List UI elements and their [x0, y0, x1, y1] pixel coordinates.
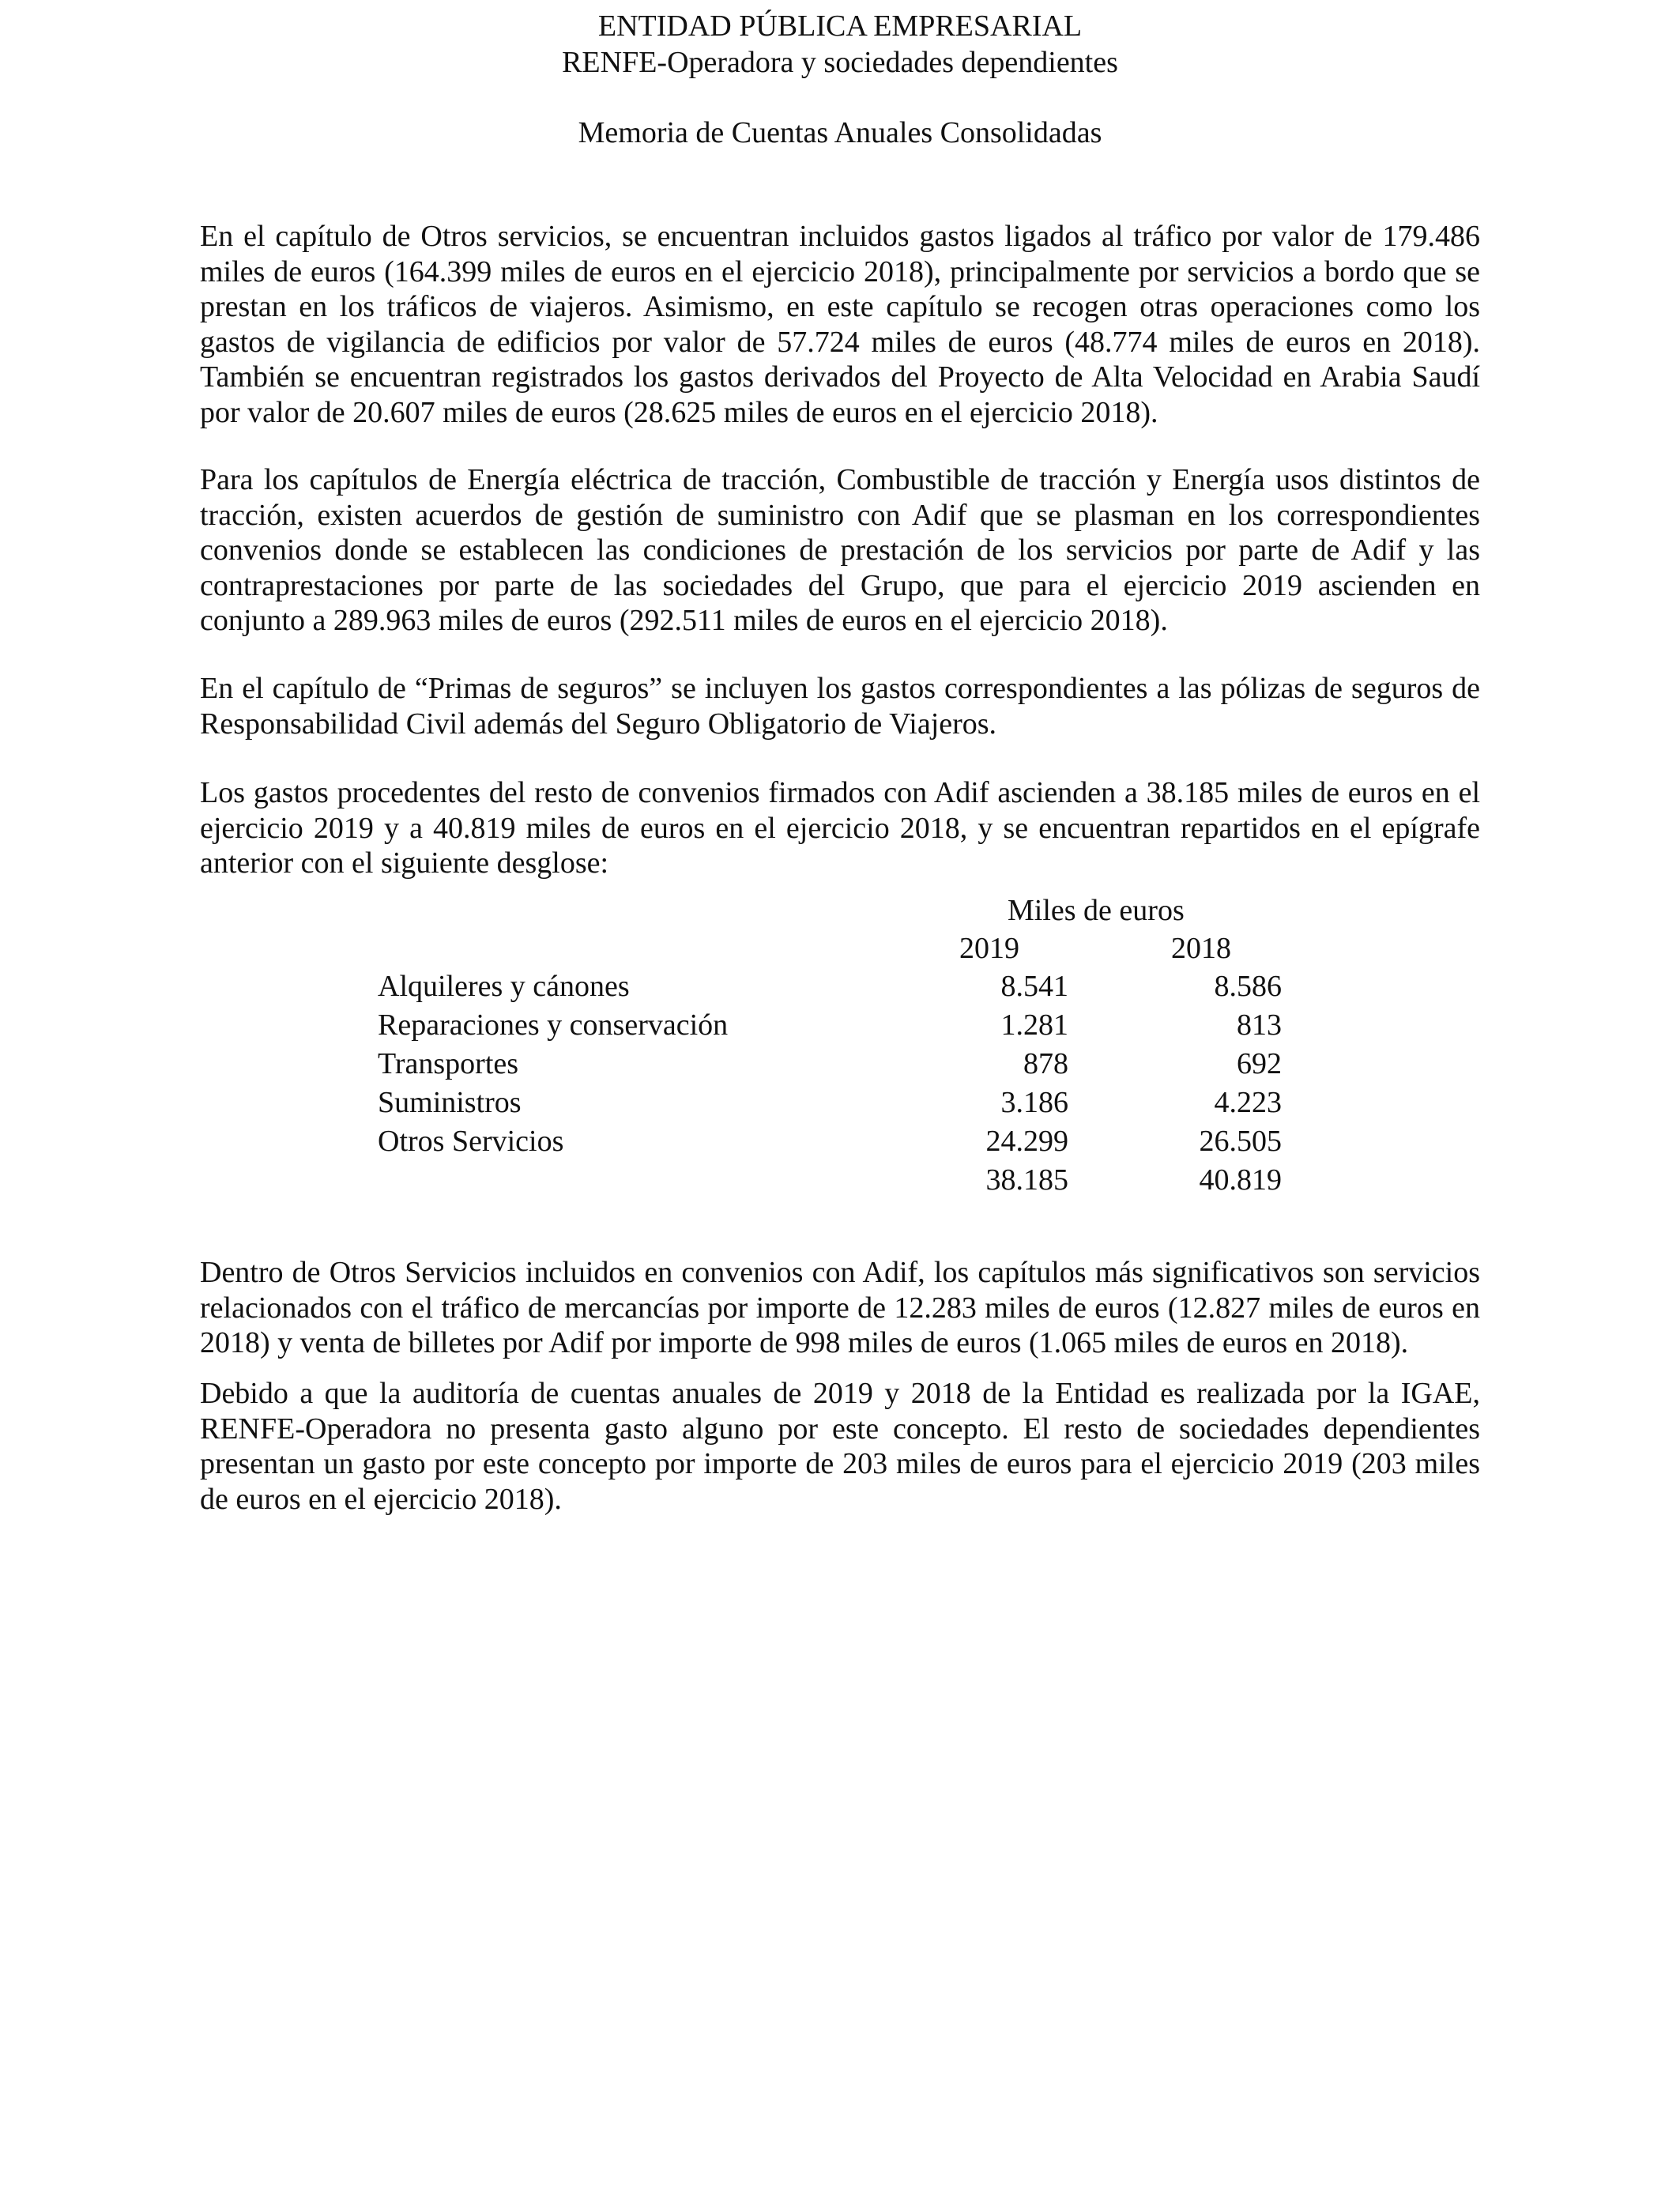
document-header	[0, 8, 1680, 81]
entity-title: ENTIDAD PÚBLICA EMPRESARIAL	[597, 9, 1083, 43]
total-2018: 40.819	[1199, 1163, 1282, 1197]
row-label: Reparaciones y conservación	[378, 1008, 729, 1042]
column-2019-header: 2019	[959, 932, 1019, 965]
paragraph-otros-servicios: En el capítulo de Otros servicios, se encuentran incluidos gastos ligados al tráfico por valor de 179.486 miles de euros (164.399 miles de euros en el ejercicio 2018), principalmente por servicios a bordo que se prestan en los tráficos de viajeros. Asimismo, en este capítulo se recogen otras operaciones como los gastos de vigilancia de edificios por valor de 57.724 miles de euros (48.774 miles de euros en 2018). También se encuentran registrados los gastos derivados del Proyecto de Alta Velocidad en Arabia Saudí por valor de 20.607 miles de euros (28.625 miles de euros en el ejercicio 2018).	[200, 220, 1480, 429]
column-2018-header: 2018	[1171, 932, 1231, 965]
value-2019: 24.299	[985, 1125, 1068, 1158]
entity-subtitle: RENFE-Operadora y sociedades dependientes	[562, 46, 1118, 79]
value-2019: 3.186	[1000, 1086, 1068, 1119]
table-body	[378, 969, 1326, 1201]
table-total-row	[378, 1163, 1326, 1201]
row-label: Otros Servicios	[378, 1125, 564, 1158]
value-2019: 1.281	[1000, 1008, 1068, 1042]
value-2018: 4.223	[1214, 1086, 1282, 1119]
report-title: Memoria de Cuentas Anuales Consolidadas	[578, 116, 1102, 149]
table-row	[378, 1124, 1326, 1163]
paragraph-energia: Para los capítulos de Energía eléctrica de tracción, Combustible de tracción y Energía usos distintos de tracción, existen acuerdos de gestión de suministro con Adif que se plasman en los correspondientes convenios donde se establecen las condiciones de prestación de los servicios por parte de Adif y las contraprestaciones por parte de las sociedades del Grupo, que para el ejercicio 2019 ascienden en conjunto a 289.963 miles de euros (292.511 miles de euros en el ejercicio 2018).	[200, 463, 1480, 637]
value-2018: 813	[1237, 1008, 1282, 1042]
paragraph-convenios-adif: Los gastos procedentes del resto de convenios firmados con Adif ascienden a 38.185 miles de euros en el ejercicio 2019 y a 40.819 miles de euros en el ejercicio 2018, y se encuentran repartidos en el epígrafe anterior con el siguiente desglose:	[200, 776, 1480, 880]
table-row	[378, 969, 1326, 1008]
table-row	[378, 1046, 1326, 1085]
paragraph-otros-servicios-adif: Dentro de Otros Servicios incluidos en convenios con Adif, los capítulos más significativos son servicios relacionados con el tráfico de mercancías por importe de 12.283 miles de euros (12.827 miles de euros en 2018) y venta de billetes por Adif por importe de 998 miles de euros (1.065 miles de euros en 2018).	[200, 1256, 1480, 1359]
value-2019: 8.541	[1000, 970, 1068, 1003]
row-label: Suministros	[378, 1086, 522, 1119]
total-2019: 38.185	[985, 1163, 1068, 1197]
table-row	[378, 1085, 1326, 1124]
row-label: Alquileres y cánones	[378, 970, 630, 1003]
table-row	[378, 1008, 1326, 1046]
value-2018: 8.586	[1214, 970, 1282, 1003]
value-2018: 26.505	[1199, 1125, 1282, 1158]
table-units-header: Miles de euros	[1008, 894, 1185, 927]
value-2019: 878	[1023, 1047, 1068, 1080]
paragraph-auditoria: Debido a que la auditoría de cuentas anuales de 2019 y 2018 de la Entidad es realizada por la IGAE, RENFE-Operadora no presenta gasto alguno por este concepto. El resto de sociedades dependientes presentan un gasto por este concepto por importe de 203 miles de euros para el ejercicio 2019 (203 miles de euros en el ejercicio 2018).	[200, 1377, 1480, 1516]
paragraph-primas-seguros: En el capítulo de “Primas de seguros” se incluyen los gastos correspondientes a las pólizas de seguros de Responsabilidad Civil además del Seguro Obligatorio de Viajeros.	[200, 672, 1480, 741]
table-year-header	[378, 931, 1326, 969]
value-2018: 692	[1237, 1047, 1282, 1080]
row-label: Transportes	[378, 1047, 519, 1080]
